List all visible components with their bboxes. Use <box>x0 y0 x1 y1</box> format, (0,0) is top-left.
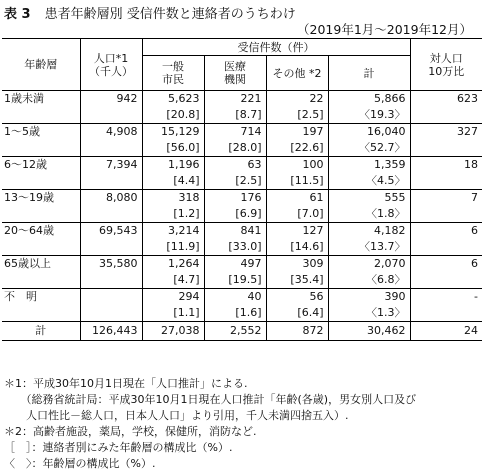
total-pct-cell: 〈13.7〉 <box>328 239 410 256</box>
total-row <box>2 322 482 341</box>
table-row <box>2 223 482 240</box>
per100k-cell: 327 <box>410 124 482 157</box>
other-pct-cell: [2.5] <box>266 107 328 124</box>
total-pct-cell: 〈6.8〉 <box>328 272 410 289</box>
medical-cell: 176 <box>204 190 266 207</box>
table-row <box>2 91 482 108</box>
medical-cell: 497 <box>204 256 266 273</box>
other-pct-cell: [7.0] <box>266 206 328 223</box>
age-cell: 1～5歳 <box>2 124 80 157</box>
header-age: 年齢層 <box>2 39 80 91</box>
other-pct-cell: [6.4] <box>266 305 328 322</box>
header-received-group: 受信件数（件） <box>142 39 410 56</box>
age-cell: 20～64歳 <box>2 223 80 256</box>
general-pct-cell: [1.1] <box>142 305 204 322</box>
total-per100k-cell: 24 <box>410 322 482 341</box>
footnote-line: ［ ］：連絡者別にみた年齢層の構成比（%）. <box>4 441 233 454</box>
total-total-cell: 30,462 <box>328 322 410 341</box>
medical-pct-cell: [2.5] <box>204 173 266 190</box>
table-row <box>2 289 482 306</box>
header-population: 人口*1 （千人） <box>80 39 142 91</box>
total-cell: 390 <box>328 289 410 306</box>
table-title-text: 患者年齢層別 受信件数と連絡者のうちわけ <box>44 7 296 22</box>
medical-pct-cell: [1.6] <box>204 305 266 322</box>
age-cell: 65歳以上 <box>2 256 80 289</box>
table-row <box>2 190 482 207</box>
per100k-cell: 623 <box>410 91 482 124</box>
total-cell: 2,070 <box>328 256 410 273</box>
medical-pct-cell: [8.7] <box>204 107 266 124</box>
data-table <box>2 38 482 341</box>
total-cell: 4,182 <box>328 223 410 240</box>
medical-pct-cell: [33.0] <box>204 239 266 256</box>
header-per100k: 対人口 10万比 <box>410 39 482 91</box>
table-row <box>2 256 482 273</box>
general-cell: 1,196 <box>142 157 204 174</box>
general-pct-cell: [4.7] <box>142 272 204 289</box>
population-cell: 7,394 <box>80 157 142 190</box>
period-label: （2019年1月～2019年12月） <box>297 22 472 37</box>
general-pct-cell: [20.8] <box>142 107 204 124</box>
general-cell: 3,214 <box>142 223 204 240</box>
medical-pct-cell: [19.5] <box>204 272 266 289</box>
general-cell: 294 <box>142 289 204 306</box>
age-cell: 1歳未満 <box>2 91 80 124</box>
population-cell: 35,580 <box>80 256 142 289</box>
other-pct-cell: [14.6] <box>266 239 328 256</box>
total-cell: 555 <box>328 190 410 207</box>
age-cell: 13～19歳 <box>2 190 80 223</box>
header-medical: 医療 機関 <box>204 56 266 91</box>
table-title <box>4 3 296 22</box>
footnotes <box>4 376 482 472</box>
total-pct-cell: 〈52.7〉 <box>328 140 410 157</box>
medical-pct-cell: [28.0] <box>204 140 266 157</box>
age-cell: 6～12歳 <box>2 157 80 190</box>
other-pct-cell: [35.4] <box>266 272 328 289</box>
other-pct-cell: [11.5] <box>266 173 328 190</box>
general-cell: 1,264 <box>142 256 204 273</box>
total-age-cell: 計 <box>2 322 80 341</box>
population-cell <box>80 289 142 322</box>
footnote-line: （総務省統計局：平成30年10月1日現在人口推計「年齢(各歳)，男女別人口及び <box>4 393 417 406</box>
general-pct-cell: [56.0] <box>142 140 204 157</box>
header-other: その他 *2 <box>266 56 328 91</box>
footnote-line: ＊1：平成30年10月1日現在「人口推計」による. <box>4 377 248 390</box>
medical-cell: 40 <box>204 289 266 306</box>
medical-cell: 714 <box>204 124 266 141</box>
general-pct-cell: [1.2] <box>142 206 204 223</box>
medical-cell: 841 <box>204 223 266 240</box>
medical-cell: 221 <box>204 91 266 108</box>
header-total: 計 <box>328 56 410 91</box>
other-cell: 61 <box>266 190 328 207</box>
population-cell: 942 <box>80 91 142 124</box>
other-cell: 100 <box>266 157 328 174</box>
footnote-line: 人口性比－総人口，日本人人口」より引用，千人未満四捨五入）. <box>4 409 349 422</box>
general-cell: 318 <box>142 190 204 207</box>
footnote-line: ＊2：高齢者施設，薬局，学校，保健所，消防など. <box>4 425 257 438</box>
total-pct-cell: 〈19.3〉 <box>328 107 410 124</box>
population-cell: 8,080 <box>80 190 142 223</box>
total-cell: 5,866 <box>328 91 410 108</box>
total-population-cell: 126,443 <box>80 322 142 341</box>
per100k-cell: 6 <box>410 256 482 289</box>
general-pct-cell: [4.4] <box>142 173 204 190</box>
other-cell: 56 <box>266 289 328 306</box>
total-other-cell: 872 <box>266 322 328 341</box>
population-cell: 69,543 <box>80 223 142 256</box>
total-pct-cell: 〈1.3〉 <box>328 305 410 322</box>
table-row <box>2 124 482 141</box>
other-cell: 127 <box>266 223 328 240</box>
other-cell: 197 <box>266 124 328 141</box>
total-pct-cell: 〈1.8〉 <box>328 206 410 223</box>
table-row <box>2 157 482 174</box>
general-pct-cell: [11.9] <box>142 239 204 256</box>
total-cell: 16,040 <box>328 124 410 141</box>
total-pct-cell: 〈4.5〉 <box>328 173 410 190</box>
total-cell: 1,359 <box>328 157 410 174</box>
population-cell: 4,908 <box>80 124 142 157</box>
medical-cell: 63 <box>204 157 266 174</box>
total-general-cell: 27,038 <box>142 322 204 341</box>
other-cell: 22 <box>266 91 328 108</box>
per100k-cell: 18 <box>410 157 482 190</box>
medical-pct-cell: [6.9] <box>204 206 266 223</box>
other-cell: 309 <box>266 256 328 273</box>
header-general: 一般 市民 <box>142 56 204 91</box>
general-cell: 5,623 <box>142 91 204 108</box>
per100k-cell: 6 <box>410 223 482 256</box>
total-medical-cell: 2,552 <box>204 322 266 341</box>
general-cell: 15,129 <box>142 124 204 141</box>
per100k-cell: 7 <box>410 190 482 223</box>
other-pct-cell: [22.6] <box>266 140 328 157</box>
footnote-line: 〈 〉：年齢層の構成比（%）. <box>4 457 156 470</box>
age-cell: 不 明 <box>2 289 80 322</box>
per100k-cell: - <box>410 289 482 322</box>
table-number: 表 3 <box>4 7 31 22</box>
